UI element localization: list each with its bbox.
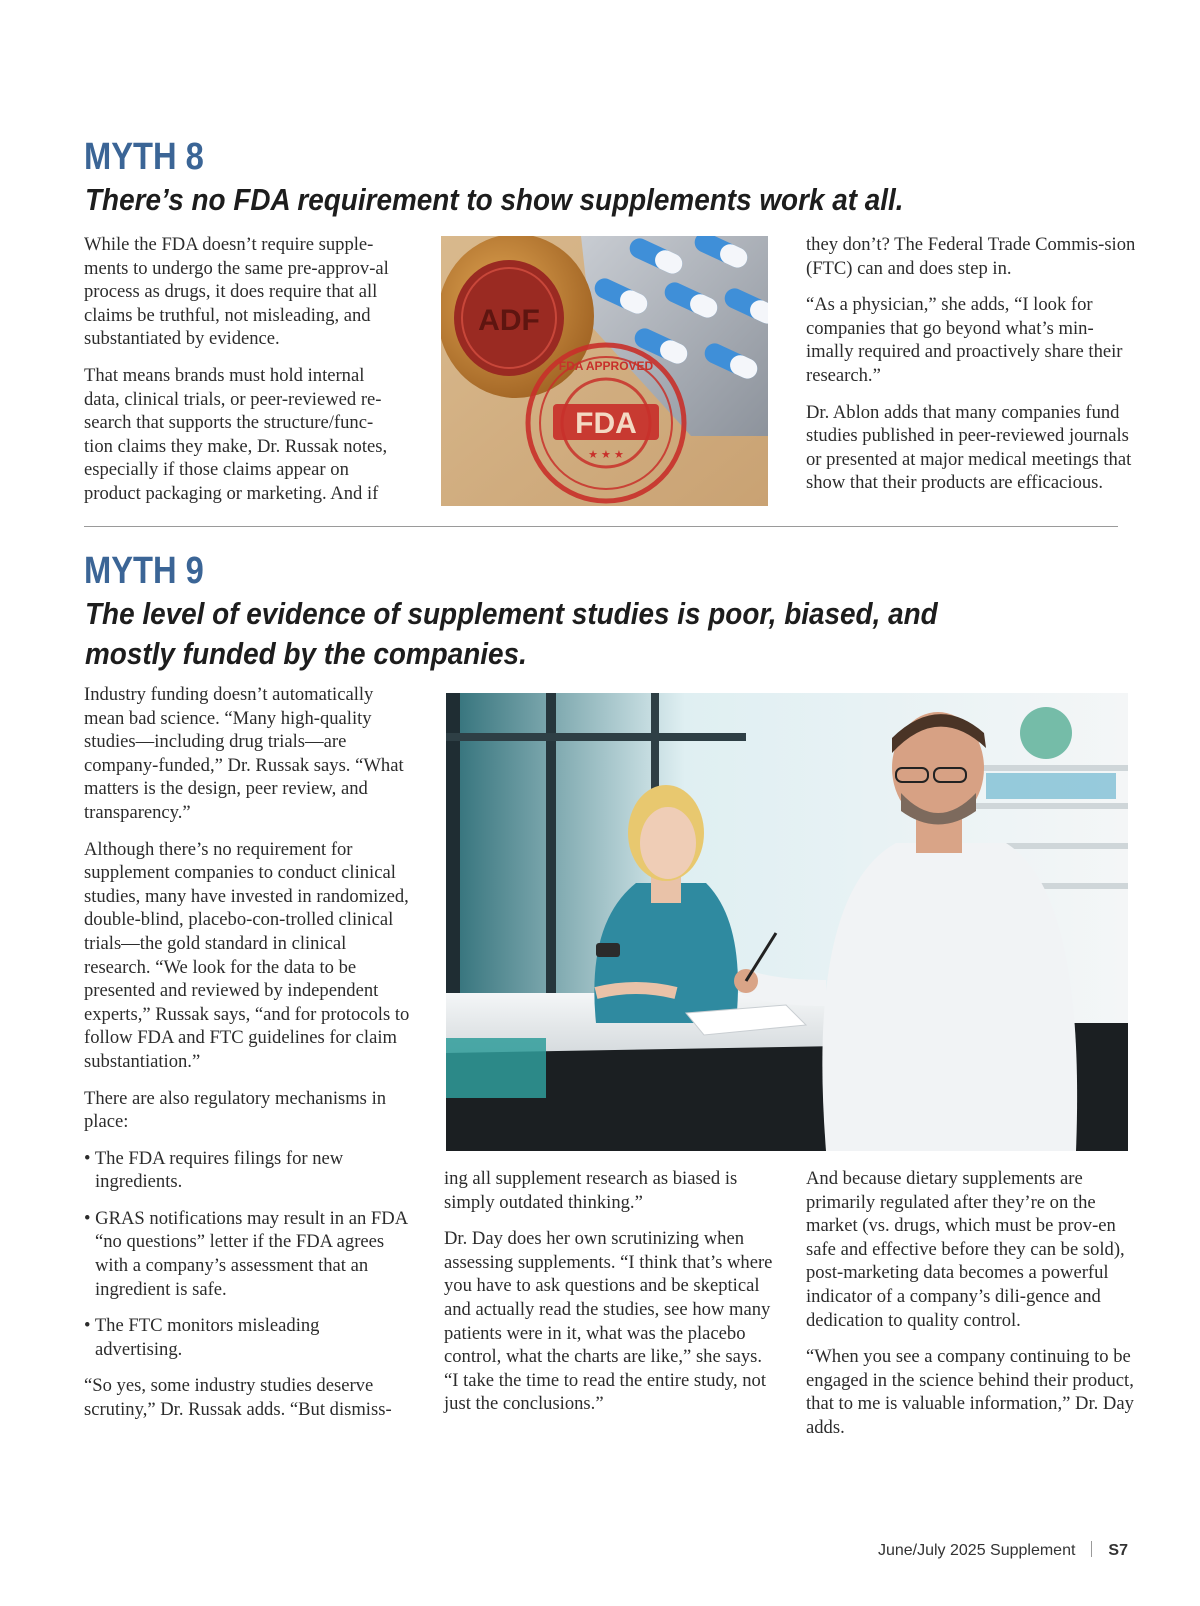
paragraph bbox=[806, 401, 1136, 495]
bullet-item bbox=[84, 1147, 410, 1194]
paragraph-text: There are also regulatory mechanisms in place: bbox=[84, 1087, 387, 1133]
stamp-fda-text: FDA bbox=[575, 407, 637, 440]
paragraph bbox=[806, 293, 1136, 387]
paragraph bbox=[84, 233, 402, 351]
page-number: S7 bbox=[1108, 1542, 1128, 1559]
paragraph bbox=[806, 233, 1136, 280]
pharmacy-illustration bbox=[446, 693, 1128, 1151]
bullet-text: • The FDA requires filings for new ingredients. bbox=[84, 1147, 344, 1193]
bullet-item bbox=[84, 1207, 410, 1301]
paragraph-text: That means brands must hold internal data, clinical trials, or peer-reviewed re-search that supports the structure/func-tion claims they make, Dr. Russak notes, especially if those claims appear on product packaging or marketing. And if bbox=[84, 364, 388, 504]
wooden-stamp bbox=[441, 236, 594, 398]
paragraph-text: they don’t? The Federal Trade Commis-sion (FTC) can and does step in. bbox=[806, 234, 1136, 279]
paragraph-text: “As a physician,” she adds, “I look for companies that go beyond what’s min-imally required and proactively share their research.” bbox=[806, 294, 1123, 386]
paragraph bbox=[84, 1374, 410, 1421]
paragraph-text: ing all supplement research as biased is simply outdated thinking.” bbox=[444, 1168, 738, 1213]
paragraph bbox=[84, 364, 402, 506]
myth-9-column-2 bbox=[444, 1167, 774, 1429]
fda-stamp-illustration bbox=[441, 236, 768, 506]
stamp-mirror-text: ADF bbox=[478, 304, 540, 337]
issue-label: June/July 2025 Supplement bbox=[877, 1542, 1076, 1559]
myth-9-label: MYTH 9 bbox=[84, 550, 204, 592]
section-divider bbox=[84, 526, 1118, 527]
paragraph-text: Dr. Day does her own scrutinizing when assessing supplements. “I think that’s where you have to ask questions and be skeptical and actually read the studies, see how many patients were in it, what was the placebo control, what the charts are like,” she says. “I take the time to read the entire study, not just the conclusions.” bbox=[444, 1228, 773, 1415]
myth-8-column-3 bbox=[806, 233, 1136, 508]
myth-8-title: There’s no FDA requirement to show supplements work at all. bbox=[85, 182, 904, 217]
myth-9-column-1 bbox=[84, 683, 410, 1435]
paragraph-text: And because dietary supplements are primarily regulated after they’re on the market (vs. drugs, which must be prov-en safe and effective before they can be sold), post-marketing data becomes a powerful indicator of a company’s dili-gence and dedication to quality control. bbox=[806, 1168, 1125, 1331]
paragraph bbox=[444, 1167, 774, 1214]
myth-8-column-1 bbox=[84, 233, 402, 519]
myth-9-column-3 bbox=[806, 1167, 1136, 1453]
paragraph bbox=[444, 1227, 774, 1416]
paragraph-text: While the FDA doesn’t require supple-ments to undergo the same pre-approv-al process as drugs, it does require that all claims be truthful, not misleading, and substantiated by evidence. bbox=[84, 234, 389, 350]
pharmacy-photo bbox=[446, 693, 1128, 1151]
paragraph-text: Dr. Ablon adds that many companies fund studies published in peer-reviewed journals or presented at major medical meetings that show that their products are efficacious. bbox=[806, 401, 1132, 494]
myth-8-label: MYTH 8 bbox=[84, 136, 204, 178]
paragraph-text: “So yes, some industry studies deserve scrutiny,” Dr. Russak adds. “But dismiss- bbox=[84, 1375, 392, 1421]
paragraph-text: Industry funding doesn’t automatically mean bad science. “Many high-quality studies—including drug trials—are company-funded,” Dr. Russak says. “What matters is the design, peer review, and transparency.” bbox=[84, 684, 404, 823]
paragraph bbox=[84, 838, 410, 1074]
footer-separator bbox=[1091, 1541, 1092, 1557]
stamp-stars: ★ ★ ★ bbox=[588, 449, 624, 461]
bullet-item bbox=[84, 1314, 410, 1361]
paragraph-text: Although there’s no requirement for supplement companies to conduct clinical studies, many have invested in randomized, double-blind, placebo-con-trolled clinical trials—the gold standard in clinical research. “We look for the data to be presented and reviewed by independent experts,” Russak says, “and for protocols to follow FDA and FTC guidelines for claim substantiation.” bbox=[84, 838, 410, 1072]
fda-stamp-photo bbox=[441, 236, 768, 506]
paragraph-text: “When you see a company continuing to be engaged in the science behind their product, that to me is valuable information,” Dr. Day adds. bbox=[806, 1346, 1134, 1438]
stamp-ring-text: FDA APPROVED bbox=[558, 359, 654, 373]
page-footer bbox=[878, 1541, 1128, 1560]
paragraph bbox=[806, 1345, 1136, 1439]
bullet-text: • GRAS notifications may result in an FDA “no questions” letter if the FDA agrees with a company’s assessment that an ingredient is safe. bbox=[84, 1207, 408, 1300]
myth-9-title: The level of evidence of supplement studies is poor, biased, and mostly funded by the companies. bbox=[85, 596, 938, 671]
paragraph bbox=[84, 683, 410, 825]
paragraph bbox=[84, 1087, 410, 1134]
paragraph bbox=[806, 1167, 1136, 1332]
bullet-text: • The FTC monitors misleading advertising. bbox=[84, 1315, 320, 1360]
